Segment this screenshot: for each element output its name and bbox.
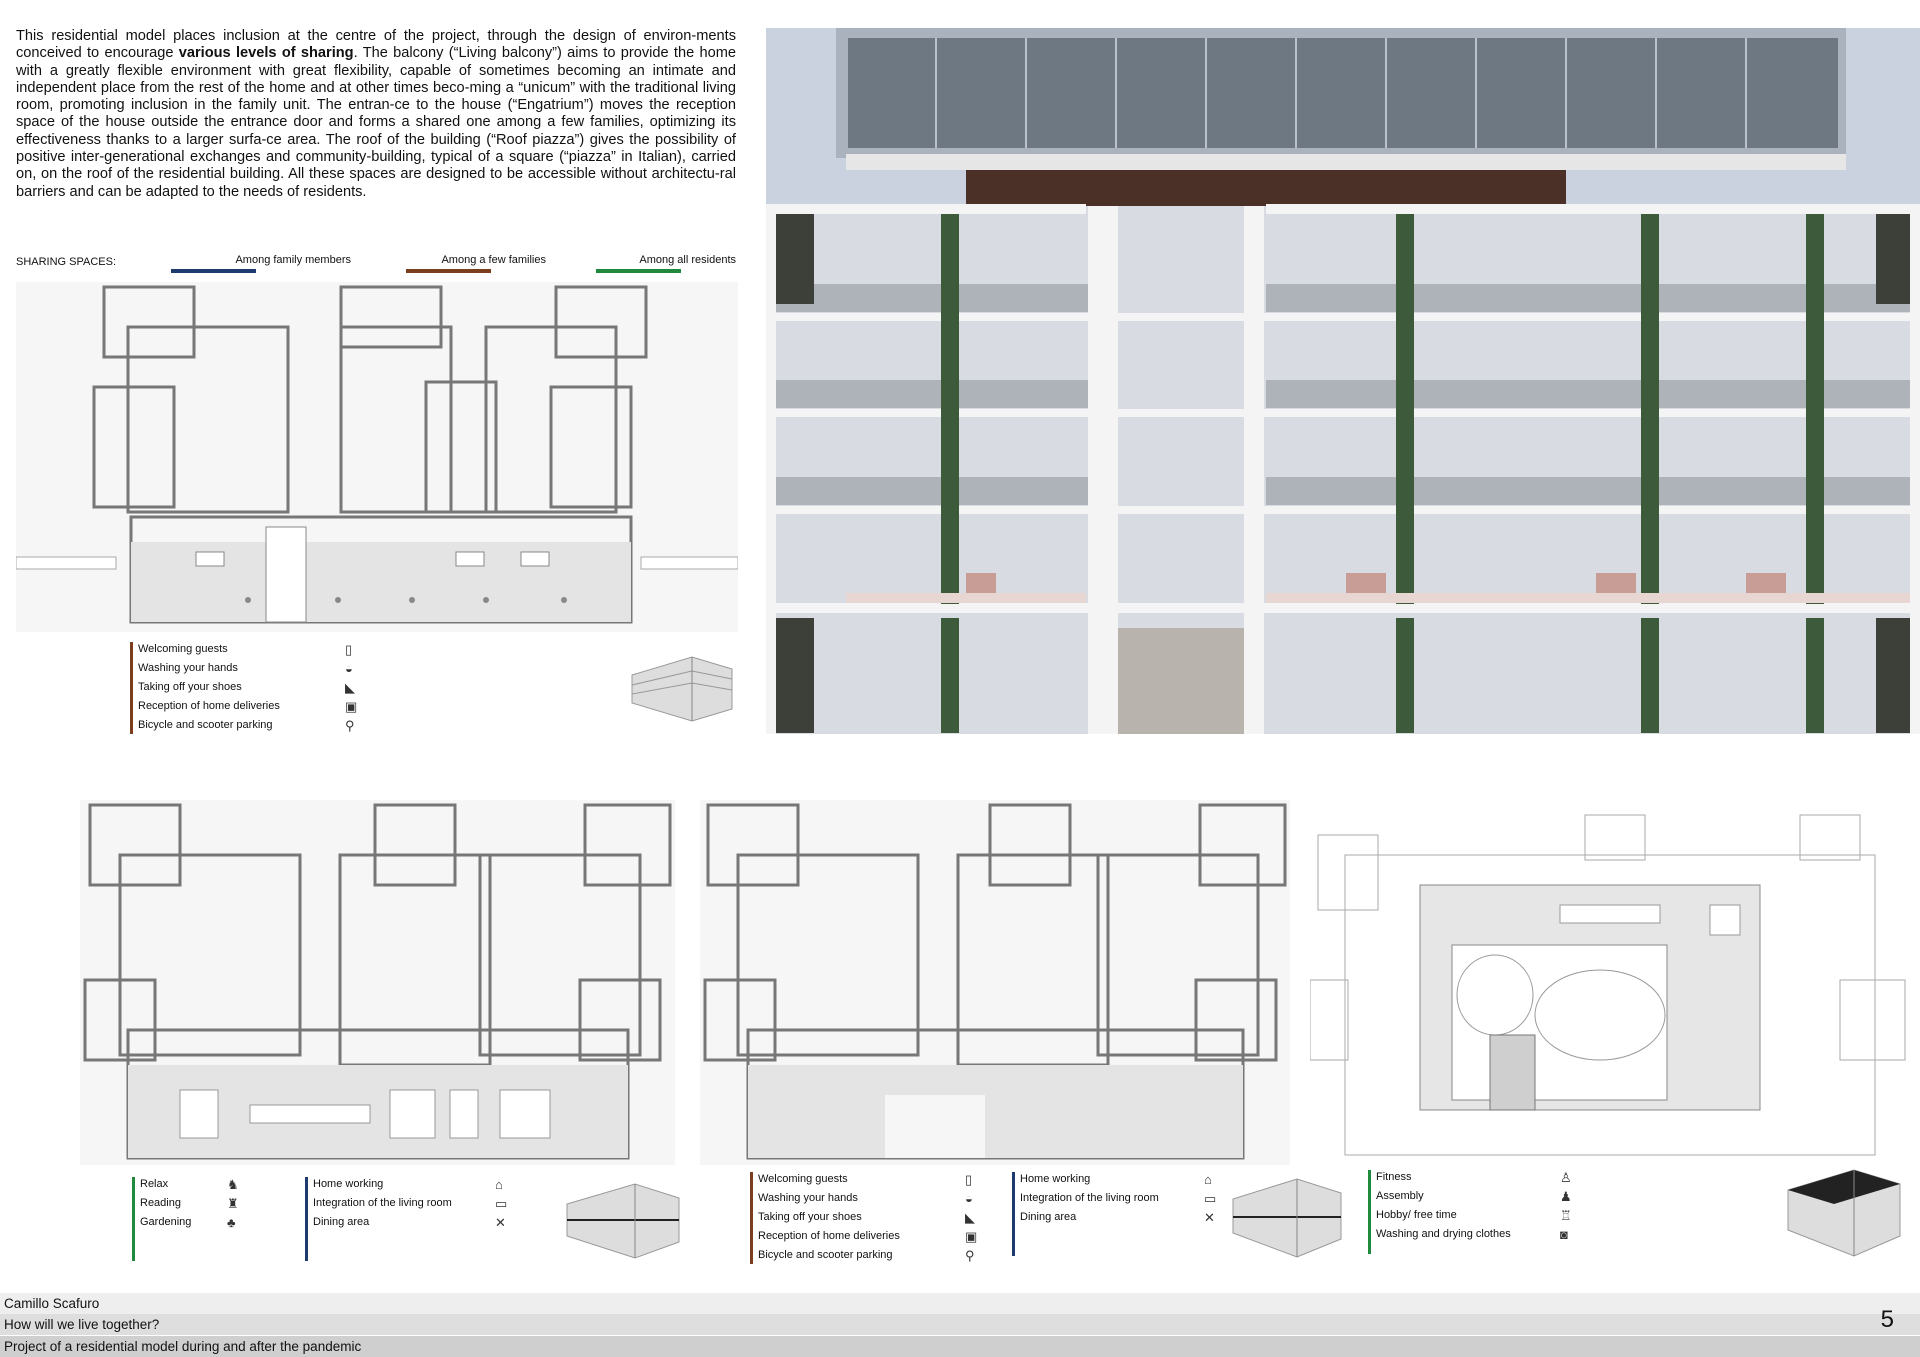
legend-item: Home working [313,1178,384,1190]
legend-item: Dining area [313,1216,370,1228]
legend-item: Integration of the living room [1020,1192,1159,1204]
legend-item: Bicycle and scooter parking [138,719,273,731]
legend-item: Dining area [1020,1211,1077,1223]
entrance-floor-plan-2 [700,800,1290,1165]
entrance-floor-plan [16,282,738,632]
footer-author: Camillo Scafuro [0,1293,1920,1314]
entrance-legend-icons [345,640,357,735]
legend-item: Reception of home deliveries [138,700,280,712]
gardening-icon: ♣ [227,1215,236,1230]
sofa-icon: ▭ [495,1196,508,1211]
building-thumbnail-2 [555,1170,685,1260]
legend-item: Fitness [1376,1171,1412,1183]
balcony-legend-a [132,1175,252,1261]
legend-item: Relax [140,1178,169,1190]
legend-item: Taking off your shoes [758,1211,862,1223]
roof-floor-plan [1310,810,1910,1165]
cutlery-icon: ✕ [1204,1210,1215,1225]
facade-section-render [766,28,1920,734]
sharing-all [596,254,736,273]
sharing-family-label: Among family members [235,254,351,266]
footer-title: How will we live together? [0,1314,1920,1335]
building-thumbnail-3 [1225,1165,1345,1260]
balcony-legend-c-rule [1012,1172,1015,1256]
relax-icon: ♞ [227,1177,239,1192]
footer-subtitle: Project of a residential model during and after the pandemic [0,1336,1920,1357]
home-icon: ⌂ [495,1177,503,1192]
balcony-legend-a-rule [132,1177,135,1261]
assembly-icon: ♟ [1560,1189,1572,1204]
entrance-legend [130,640,390,740]
balcony-legend-c-icons [1204,1170,1216,1227]
entrance-legend-2-rule [750,1172,753,1264]
legend-item: Bicycle and scooter parking [758,1249,893,1261]
legend-item: Washing and drying clothes [1376,1228,1511,1240]
sink-icon: ◒ [345,661,353,676]
legend-item: Gardening [140,1216,192,1228]
washing-machine-icon: ◙ [1560,1227,1568,1242]
shoe-icon: ◣ [965,1210,975,1225]
sharing-few-label: Among a few families [441,254,546,266]
balcony-legend-a-icons [227,1175,239,1232]
balcony-floor-plan [80,800,675,1165]
sharing-legend [16,254,736,276]
door-icon: ▯ [965,1172,973,1187]
sofa-icon: ▭ [1204,1191,1217,1206]
legend-item: Taking off your shoes [138,681,242,693]
few-color-bar [406,269,491,273]
legend-item: Reception of home deliveries [758,1230,900,1242]
home-icon: ⌂ [1204,1172,1212,1187]
entrance-legend-rule [130,642,133,734]
legend-item: Hobby/ free time [1376,1209,1457,1221]
legend-item: Washing your hands [138,662,238,674]
roof-legend-rule [1368,1170,1371,1254]
intro-bold: various levels of sharing [178,45,354,62]
roof-legend [1368,1168,1572,1258]
intro-part-2: . The balcony (“Living balcony”) aims to provide the home with a greatly flexible environment with great flexibility, capable of sometimes becoming an intimate and independent place from the rest of the home and at other times beco-ming a “unicum” with the traditional living room, promoting inclusion in the family unit. The entran-ce to the house (“Engatrium”) moves the reception space of the house outside the entrance door and forms a shared one among a few families, optimizing its effectiveness thanks to a larger surfa-ce area. The roof of the building (“Roof piazza”) gives the possibility of positive inter-generational exchanges and community-building, typical of a square (“piazza” in Italian), carried on, on the roof of the residential building. All these spaces are designed to be accessible without architectu-ral barriers and can be adapted to the needs of residents. [16,45,736,200]
hobby-icon: ♖ [1560,1208,1572,1223]
sharing-family [171,254,351,273]
package-icon: ▣ [345,699,358,714]
building-thumbnail-4 [1780,1160,1905,1260]
cutlery-icon: ✕ [495,1215,506,1230]
legend-item: Washing your hands [758,1192,858,1204]
entrance-legend-2-icons [965,1170,977,1265]
bicycle-icon: ⚲ [965,1248,975,1263]
legend-item: Home working [1020,1173,1091,1185]
balcony-legend-c [1012,1170,1217,1256]
legend-item: Welcoming guests [758,1173,848,1185]
legend-item: Reading [140,1197,181,1209]
all-color-bar [596,269,681,273]
sharing-label: SHARING SPACES: [16,256,117,268]
sharing-few [406,254,546,273]
shoe-icon: ◣ [345,680,355,695]
sink-icon: ◒ [965,1191,973,1206]
door-icon: ▯ [345,642,353,657]
building-thumbnail [622,645,740,723]
balcony-legend-b-rule [305,1177,308,1261]
balcony-legend-b-icons [495,1175,507,1232]
dumbbell-icon: ♙ [1560,1170,1572,1185]
intro-part-1: This residential model places inclusion at the centre of the project, through the design of environ-ments conceived to encourage [16,28,736,62]
intro-text [16,28,736,201]
legend-item: Integration of the living room [313,1197,452,1209]
balcony-legend-b [305,1175,520,1261]
family-color-bar [171,269,256,273]
legend-item: Assembly [1376,1190,1424,1202]
page-number: 5 [1880,1306,1894,1333]
entrance-legend-2 [750,1170,990,1270]
bicycle-icon: ⚲ [345,718,355,733]
package-icon: ▣ [965,1229,978,1244]
roof-legend-icons [1560,1168,1572,1244]
legend-item: Welcoming guests [138,643,228,655]
reading-icon: ♜ [227,1196,239,1211]
sharing-all-label: Among all residents [639,254,736,266]
